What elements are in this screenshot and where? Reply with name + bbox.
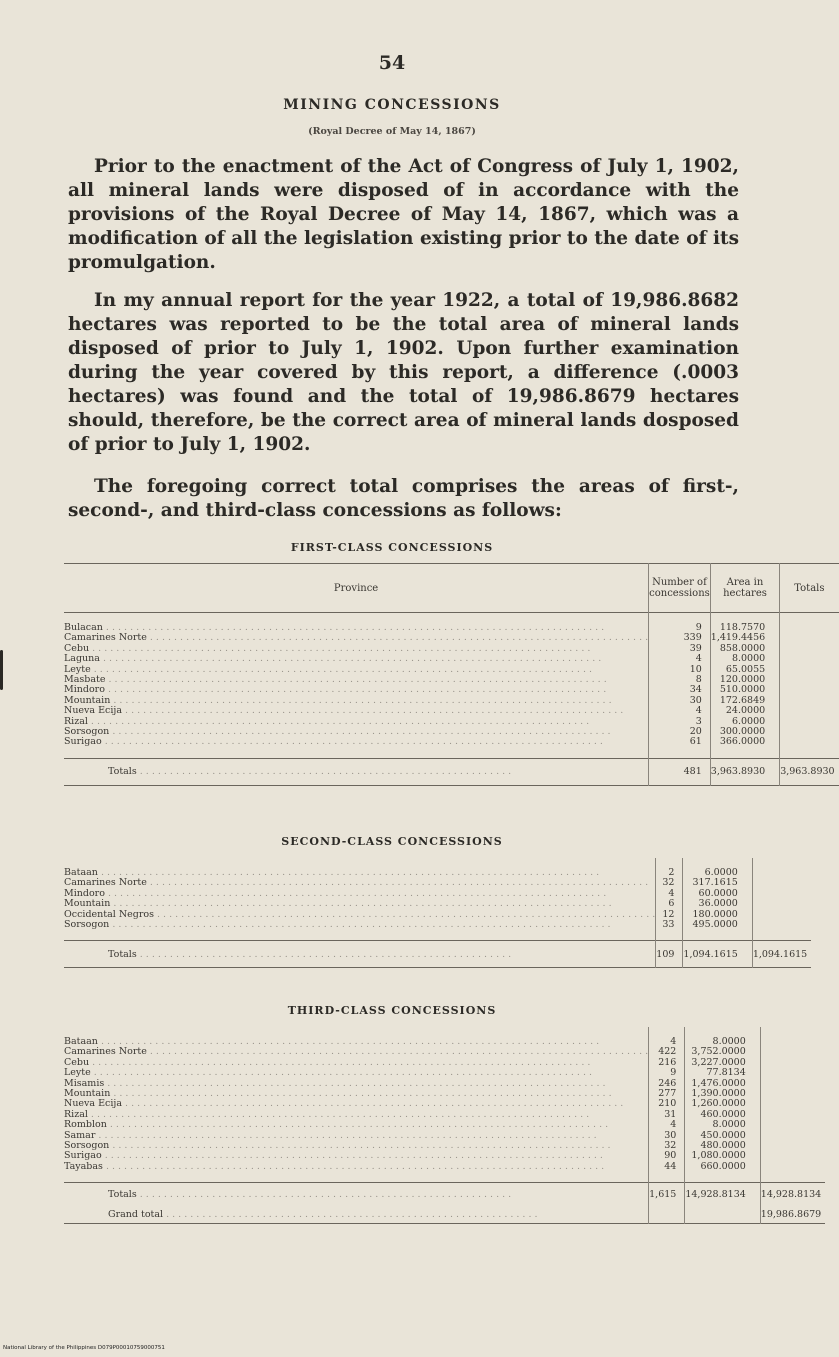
table-header-row	[64, 564, 839, 613]
province-cell: Rizal . . .	[64, 1110, 649, 1120]
area-cell: 1,419.4456	[710, 633, 779, 643]
number-cell: 4	[649, 1120, 685, 1130]
province-cell: Cebu . . .	[64, 1058, 649, 1068]
totals-row	[64, 941, 811, 968]
province-cell: Bataan . . .	[64, 858, 656, 878]
province-cell: Sorsogon . . .	[64, 1141, 649, 1151]
area-cell: 77.8134	[685, 1068, 760, 1078]
number-cell: 2	[656, 858, 683, 878]
area-cell: 366.0000	[710, 737, 779, 758]
page-title: MINING CONCESSIONS	[283, 97, 501, 113]
totals-cell	[780, 665, 839, 675]
area-cell: 120.0000	[710, 675, 779, 685]
totals-cell	[752, 910, 811, 920]
third-class-title: THIRD-CLASS CONCESSIONS	[287, 1004, 497, 1017]
totals-number: 109	[656, 941, 683, 968]
first-class-table	[64, 563, 839, 786]
province-cell: Camarines Norte . . .	[64, 878, 656, 888]
table-row	[64, 858, 811, 878]
totals-cell	[752, 889, 811, 899]
number-cell: 9	[649, 1068, 685, 1078]
area-cell: 3,227.0000	[685, 1058, 760, 1068]
number-cell: 277	[649, 1089, 685, 1099]
totals-cell	[752, 920, 811, 941]
first-class-title: FIRST-CLASS CONCESSIONS	[290, 541, 494, 554]
area-cell: 60.0000	[683, 889, 752, 899]
totals-cell	[780, 654, 839, 664]
area-cell: 1,080.0000	[685, 1151, 760, 1161]
province-cell: Masbate . . .	[64, 675, 649, 685]
table-row	[64, 920, 811, 941]
totals-number: 481	[649, 758, 711, 785]
area-cell: 118.7570	[710, 613, 779, 634]
second-class-table	[64, 858, 811, 968]
totals-area: 3,963.8930	[710, 758, 779, 785]
area-cell: 172.6849	[710, 696, 779, 706]
grand-total-area	[685, 1205, 760, 1224]
area-cell: 300.0000	[710, 727, 779, 737]
totals-area: 1,094.1615	[683, 941, 752, 968]
number-cell: 31	[649, 1110, 685, 1120]
totals-row	[64, 1183, 825, 1206]
province-cell: Cebu . . .	[64, 644, 649, 654]
page-number: 54	[378, 52, 406, 74]
province-cell: Mindoro . . .	[64, 685, 649, 695]
totals-cell	[752, 858, 811, 878]
paragraph-1: Prior to the enactment of the Act of Congress of July 1, 1902, all mineral lands were disposed of in accordance with the provisions of the Royal Decree of May 14, 1867, which was a modification of all the legislation existing prior to the date of its promulgation.	[68, 156, 739, 273]
province-cell: Misamis . . .	[64, 1079, 649, 1089]
area-cell: 1,390.0000	[685, 1089, 760, 1099]
province-cell: Leyte . . .	[64, 1068, 649, 1078]
area-cell: 24.0000	[710, 706, 779, 716]
paragraph-3: The foregoing correct total comprises the areas of first-, second-, and third-class concessions as follows:	[68, 476, 739, 521]
province-cell: Rizal . . .	[64, 717, 649, 727]
totals-value: 1,094.1615	[752, 941, 811, 968]
totals-cell	[760, 1141, 825, 1151]
area-cell: 510.0000	[710, 685, 779, 695]
page-subtitle: (Royal Decree of May 14, 1867)	[308, 126, 476, 137]
page-edge-mark	[0, 650, 3, 690]
header-area: Area in hectares	[710, 564, 779, 613]
totals-cell	[760, 1047, 825, 1057]
header-province: Province	[333, 582, 379, 594]
number-cell: 30	[649, 696, 711, 706]
area-cell: 8.0000	[685, 1120, 760, 1130]
number-cell: 6	[656, 899, 683, 909]
number-cell: 4	[649, 706, 711, 716]
area-cell: 8.0000	[685, 1027, 760, 1047]
second-class-title: SECOND-CLASS CONCESSIONS	[281, 835, 503, 848]
number-cell: 33	[656, 920, 683, 941]
province-cell: Samar . . .	[64, 1131, 649, 1141]
grand-total-value: 19,986.8679	[760, 1205, 825, 1224]
totals-cell	[780, 633, 839, 643]
totals-cell	[780, 737, 839, 758]
number-cell: 4	[656, 889, 683, 899]
province-cell: Tayabas . . .	[64, 1162, 649, 1183]
area-cell: 660.0000	[685, 1162, 760, 1183]
table-row	[64, 613, 839, 634]
totals-cell	[780, 675, 839, 685]
number-cell: 210	[649, 1099, 685, 1109]
totals-label: Totals . . .	[64, 941, 656, 968]
province-cell: Laguna . . .	[64, 654, 649, 664]
table-row	[64, 1162, 825, 1183]
totals-cell	[780, 727, 839, 737]
area-cell: 450.0000	[685, 1131, 760, 1141]
province-cell: Surigao . . .	[64, 737, 649, 758]
area-cell: 1,260.0000	[685, 1099, 760, 1109]
area-cell: 495.0000	[683, 920, 752, 941]
totals-cell	[780, 717, 839, 727]
number-cell: 32	[656, 878, 683, 888]
totals-cell	[760, 1162, 825, 1183]
number-cell: 4	[649, 654, 711, 664]
totals-label: Totals . . .	[64, 1183, 649, 1206]
number-cell: 90	[649, 1151, 685, 1161]
number-cell: 246	[649, 1079, 685, 1089]
totals-cell	[760, 1027, 825, 1047]
totals-cell	[760, 1131, 825, 1141]
number-cell: 422	[649, 1047, 685, 1057]
area-cell: 858.0000	[710, 644, 779, 654]
area-cell: 180.0000	[683, 910, 752, 920]
totals-row	[64, 758, 839, 785]
province-cell: Mountain . . .	[64, 899, 656, 909]
area-cell: 460.0000	[685, 1110, 760, 1120]
number-cell: 3	[649, 717, 711, 727]
area-cell: 8.0000	[710, 654, 779, 664]
totals-number: 1,615	[649, 1183, 685, 1206]
totals-cell	[752, 899, 811, 909]
area-cell: 1,476.0000	[685, 1079, 760, 1089]
grand-total-label: Grand total . . .	[64, 1205, 649, 1224]
totals-cell	[780, 696, 839, 706]
number-cell: 9	[649, 613, 711, 634]
totals-label: Totals . . .	[64, 758, 649, 785]
totals-cell	[760, 1089, 825, 1099]
province-cell: Nueva Ecija . . .	[64, 706, 649, 716]
totals-cell	[760, 1068, 825, 1078]
header-number: Number of concessions	[649, 564, 711, 613]
totals-cell	[780, 613, 839, 634]
number-cell: 8	[649, 675, 711, 685]
totals-cell	[780, 644, 839, 654]
area-cell: 317.1615	[683, 878, 752, 888]
number-cell: 12	[656, 910, 683, 920]
totals-cell	[780, 685, 839, 695]
number-cell: 216	[649, 1058, 685, 1068]
totals-value: 3,963.8930	[780, 758, 839, 785]
number-cell: 30	[649, 1131, 685, 1141]
table-row	[64, 737, 839, 758]
third-class-table	[64, 1027, 825, 1224]
totals-cell	[760, 1079, 825, 1089]
province-cell: Nueva Ecija . . .	[64, 1099, 649, 1109]
area-cell: 6.0000	[683, 858, 752, 878]
area-cell: 3,752.0000	[685, 1047, 760, 1057]
province-cell: Surigao . . .	[64, 1151, 649, 1161]
totals-cell	[760, 1058, 825, 1068]
totals-cell	[752, 878, 811, 888]
province-cell: Leyte . . .	[64, 665, 649, 675]
number-cell: 32	[649, 1141, 685, 1151]
totals-cell	[780, 706, 839, 716]
province-cell: Romblon . . .	[64, 1120, 649, 1130]
area-cell: 480.0000	[685, 1141, 760, 1151]
totals-value: 14,928.8134	[760, 1183, 825, 1206]
province-cell: Sorsogon . . .	[64, 920, 656, 941]
number-cell: 61	[649, 737, 711, 758]
number-cell: 34	[649, 685, 711, 695]
totals-area: 14,928.8134	[685, 1183, 760, 1206]
footer-credit: National Library of the Philippines D079P00010759000751	[3, 1345, 165, 1351]
number-cell: 44	[649, 1162, 685, 1183]
province-cell: Mountain . . .	[64, 696, 649, 706]
province-cell: Camarines Norte . . .	[64, 633, 649, 643]
grand-total-row	[64, 1205, 825, 1224]
totals-cell	[760, 1151, 825, 1161]
province-cell: Mindoro . . .	[64, 889, 656, 899]
grand-total-number	[649, 1205, 685, 1224]
province-cell: Camarines Norte . . .	[64, 1047, 649, 1057]
area-cell: 65.0055	[710, 665, 779, 675]
paragraph-2: In my annual report for the year 1922, a total of 19,986.8682 hectares was reported to be the total area of mineral lands disposed of prior to July 1, 1902. Upon further examination during the year covered by this report, a difference (.0003 hectares) was found and the total of 19,986.8679 hectares should, therefore, be the correct area of mineral lands dosposed of prior to July 1, 1902.	[68, 290, 739, 455]
totals-cell	[760, 1120, 825, 1130]
province-cell: Sorsogon . . .	[64, 727, 649, 737]
province-cell: Occidental Negros . . .	[64, 910, 656, 920]
number-cell: 4	[649, 1027, 685, 1047]
number-cell: 339	[649, 633, 711, 643]
area-cell: 6.0000	[710, 717, 779, 727]
province-cell: Bulacan . . .	[64, 613, 649, 634]
number-cell: 20	[649, 727, 711, 737]
totals-cell	[760, 1099, 825, 1109]
area-cell: 36.0000	[683, 899, 752, 909]
province-cell: Mountain . . .	[64, 1089, 649, 1099]
number-cell: 39	[649, 644, 711, 654]
province-cell: Bataan . . .	[64, 1027, 649, 1047]
totals-cell	[760, 1110, 825, 1120]
header-totals: Totals	[780, 564, 839, 613]
number-cell: 10	[649, 665, 711, 675]
table-row	[64, 1027, 825, 1047]
